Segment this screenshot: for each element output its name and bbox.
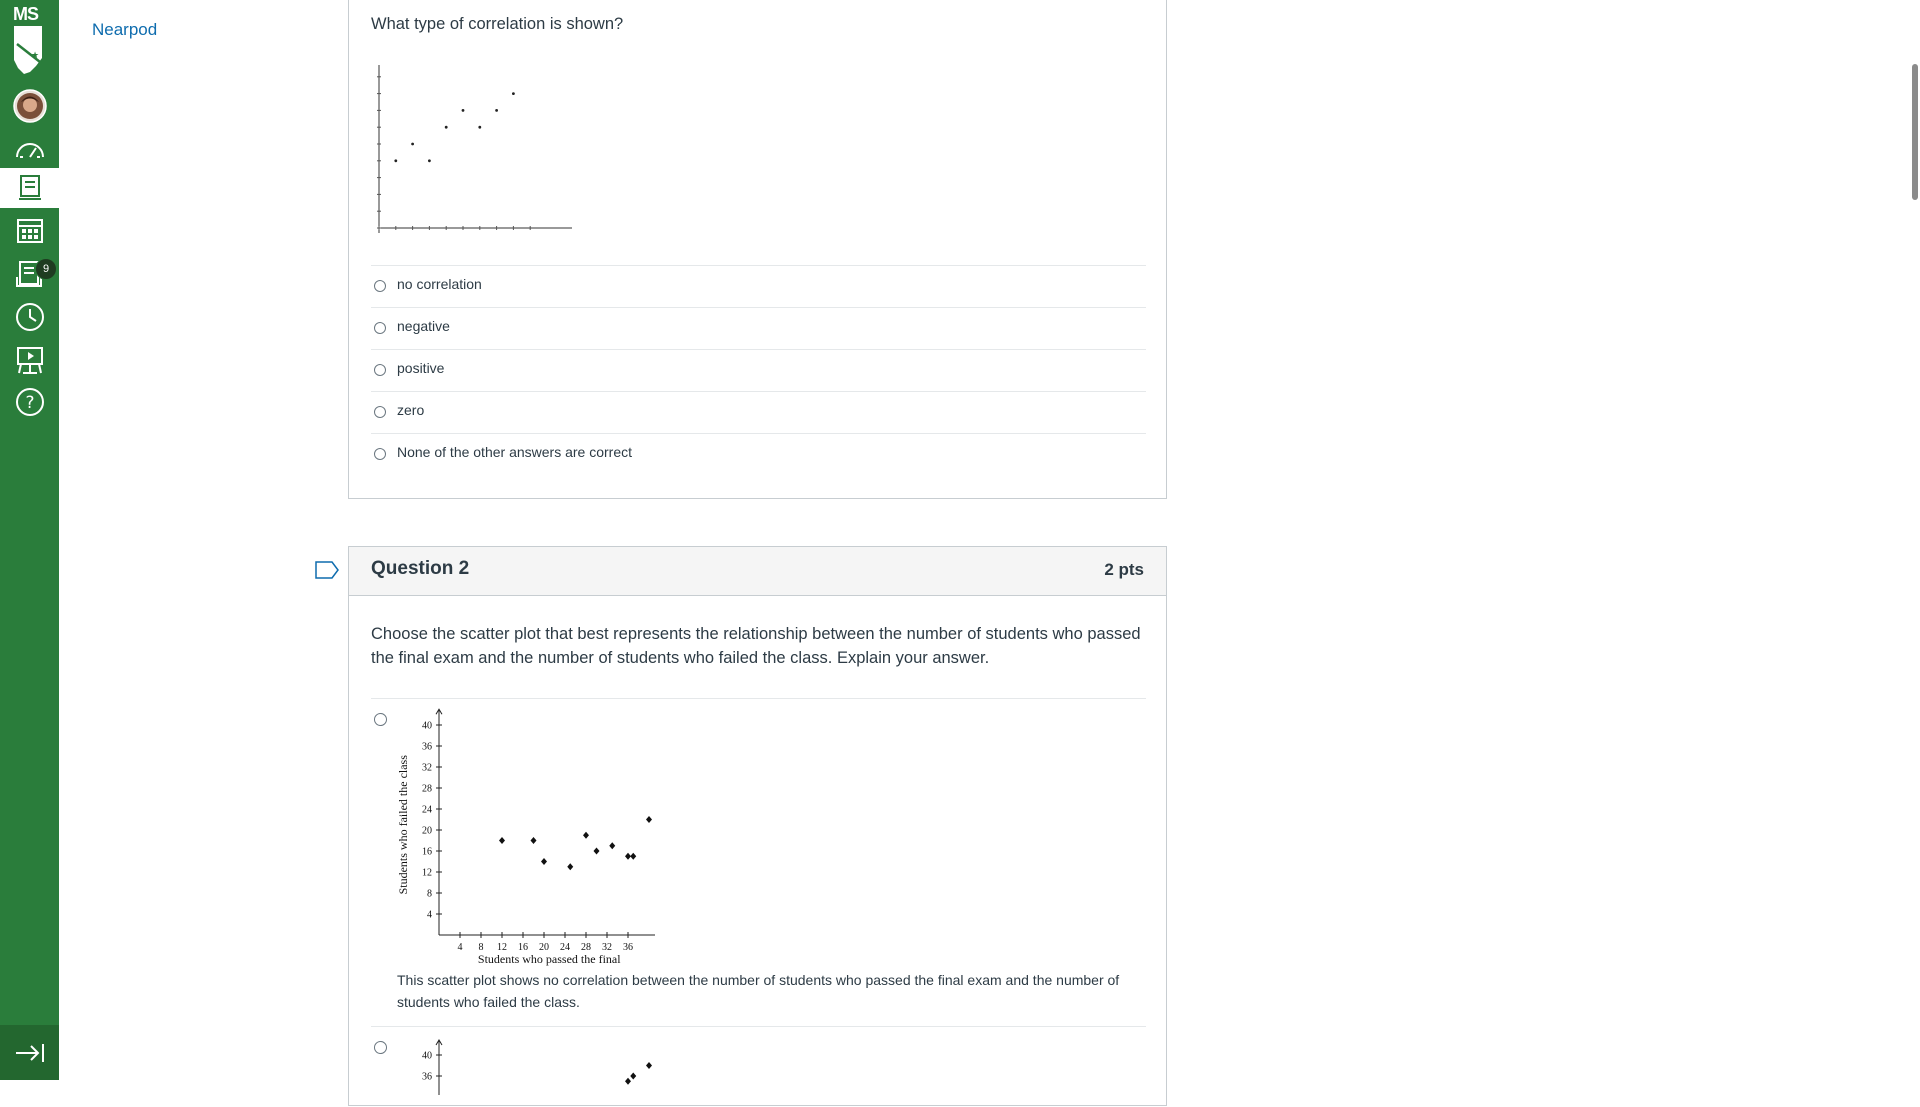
option-2-scatter-plot bbox=[395, 1035, 655, 1095]
y-tick-label: 16 bbox=[422, 846, 432, 858]
dashboard-nav[interactable] bbox=[0, 129, 59, 169]
nearpod-link[interactable]: Nearpod bbox=[92, 20, 158, 39]
logo-text: MS bbox=[13, 4, 38, 24]
option-1-explanation: This scatter plot shows no correlation between the number of students who passed the final exam and the number of students who failed the class. bbox=[397, 972, 1120, 1010]
question-2-prompt: Choose the scatter plot that best represents the relationship between the number of students who passed the final exam and the number of students who failed the class. Explain your answer. bbox=[371, 625, 1141, 667]
answer-label: zero bbox=[397, 402, 425, 418]
answer-radio[interactable] bbox=[374, 322, 386, 334]
svg-text:?: ? bbox=[24, 393, 35, 413]
data-point bbox=[512, 92, 515, 95]
y-tick-label: 12 bbox=[422, 867, 432, 879]
x-tick-label: 36 bbox=[623, 942, 633, 953]
y-tick-label: 28 bbox=[422, 783, 432, 795]
data-point bbox=[583, 832, 589, 839]
answer-label: positive bbox=[397, 360, 445, 376]
courses-nav[interactable] bbox=[0, 168, 59, 208]
data-point bbox=[630, 853, 636, 860]
question-2 bbox=[348, 546, 1167, 1106]
answer-radio[interactable] bbox=[374, 713, 387, 726]
answer-radio[interactable] bbox=[374, 364, 386, 376]
data-point bbox=[462, 109, 465, 112]
y-tick-label: 36 bbox=[422, 741, 432, 753]
data-point bbox=[594, 848, 600, 855]
school-logo[interactable] bbox=[0, 0, 59, 80]
data-point bbox=[625, 853, 631, 860]
answer-option[interactable] bbox=[371, 265, 1146, 307]
y-tick-label: 40 bbox=[422, 720, 432, 732]
svg-text:★: ★ bbox=[31, 51, 40, 61]
answer-radio[interactable] bbox=[374, 406, 386, 418]
x-tick-label: 28 bbox=[581, 942, 591, 953]
y-tick-label: 40 bbox=[422, 1050, 432, 1062]
answer-radio[interactable] bbox=[374, 280, 386, 292]
inbox-nav[interactable] bbox=[0, 254, 59, 294]
answer-option[interactable] bbox=[371, 349, 1146, 391]
y-tick-label: 36 bbox=[422, 1071, 432, 1083]
data-point bbox=[411, 143, 414, 146]
answer-label: None of the other answers are correct bbox=[397, 444, 633, 460]
answer-option[interactable] bbox=[371, 391, 1146, 433]
question-2-header bbox=[349, 547, 1166, 596]
data-point bbox=[531, 837, 537, 844]
x-tick-label: 20 bbox=[539, 942, 549, 953]
data-point bbox=[478, 126, 481, 129]
data-point bbox=[445, 126, 448, 129]
question-1-scatter-plot bbox=[367, 53, 587, 243]
question-1 bbox=[348, 0, 1167, 499]
help-nav[interactable] bbox=[0, 382, 59, 422]
x-tick-label: 24 bbox=[560, 942, 570, 953]
data-point bbox=[646, 1062, 652, 1069]
global-nav bbox=[0, 0, 59, 1080]
courses-icon bbox=[18, 174, 42, 202]
history-nav[interactable] bbox=[0, 297, 59, 337]
question-2-points: 2 pts bbox=[1104, 560, 1144, 579]
y-tick-label: 8 bbox=[427, 888, 432, 900]
data-point bbox=[541, 858, 547, 865]
x-axis-label: Students who passed the final bbox=[477, 952, 621, 966]
answer-option[interactable] bbox=[371, 433, 1146, 475]
studio-nav[interactable] bbox=[0, 340, 59, 380]
question-2-option-1[interactable] bbox=[371, 698, 1146, 1026]
y-tick-label: 20 bbox=[422, 825, 432, 837]
data-point bbox=[428, 159, 431, 162]
answer-radio[interactable] bbox=[374, 1041, 387, 1054]
help-icon bbox=[15, 387, 45, 417]
data-point bbox=[630, 1073, 636, 1080]
y-tick-label: 32 bbox=[422, 762, 432, 774]
calendar-nav[interactable] bbox=[0, 210, 59, 250]
studio-icon bbox=[15, 345, 45, 375]
avatar-icon bbox=[13, 89, 47, 123]
data-point bbox=[625, 1078, 631, 1085]
data-point bbox=[394, 159, 397, 162]
dashboard-icon bbox=[14, 137, 46, 161]
x-tick-label: 16 bbox=[518, 942, 528, 953]
collapse-nav-button[interactable] bbox=[0, 1025, 59, 1080]
question-2-option-2[interactable] bbox=[371, 1026, 1146, 1107]
x-tick-label: 8 bbox=[478, 942, 484, 953]
flag-question-icon[interactable] bbox=[315, 561, 339, 579]
x-tick-label: 4 bbox=[457, 942, 463, 953]
answer-label: negative bbox=[397, 318, 450, 334]
y-tick-label: 24 bbox=[422, 804, 432, 816]
clock-icon bbox=[15, 302, 45, 332]
y-axis-label: Students who failed the class bbox=[396, 755, 410, 895]
inbox-badge: 9 bbox=[35, 258, 57, 280]
question-2-title: Question 2 bbox=[371, 558, 470, 579]
calendar-icon bbox=[16, 216, 44, 244]
answer-option[interactable] bbox=[371, 307, 1146, 349]
answer-label: no correlation bbox=[397, 276, 482, 292]
data-point bbox=[499, 837, 505, 844]
data-point bbox=[646, 816, 652, 823]
question-1-answers bbox=[371, 265, 1146, 475]
option-1-scatter-plot bbox=[395, 707, 655, 967]
account-avatar[interactable] bbox=[0, 86, 59, 126]
page-scrollbar[interactable] bbox=[1912, 64, 1918, 200]
x-tick-label: 32 bbox=[602, 942, 612, 953]
x-tick-label: 12 bbox=[497, 942, 507, 953]
question-1-prompt: What type of correlation is shown? bbox=[371, 15, 624, 33]
collapse-arrow-icon bbox=[14, 1042, 46, 1064]
y-tick-label: 4 bbox=[427, 909, 432, 921]
data-point bbox=[567, 863, 573, 870]
data-point bbox=[495, 109, 498, 112]
data-point bbox=[609, 842, 615, 849]
answer-radio[interactable] bbox=[374, 448, 386, 460]
